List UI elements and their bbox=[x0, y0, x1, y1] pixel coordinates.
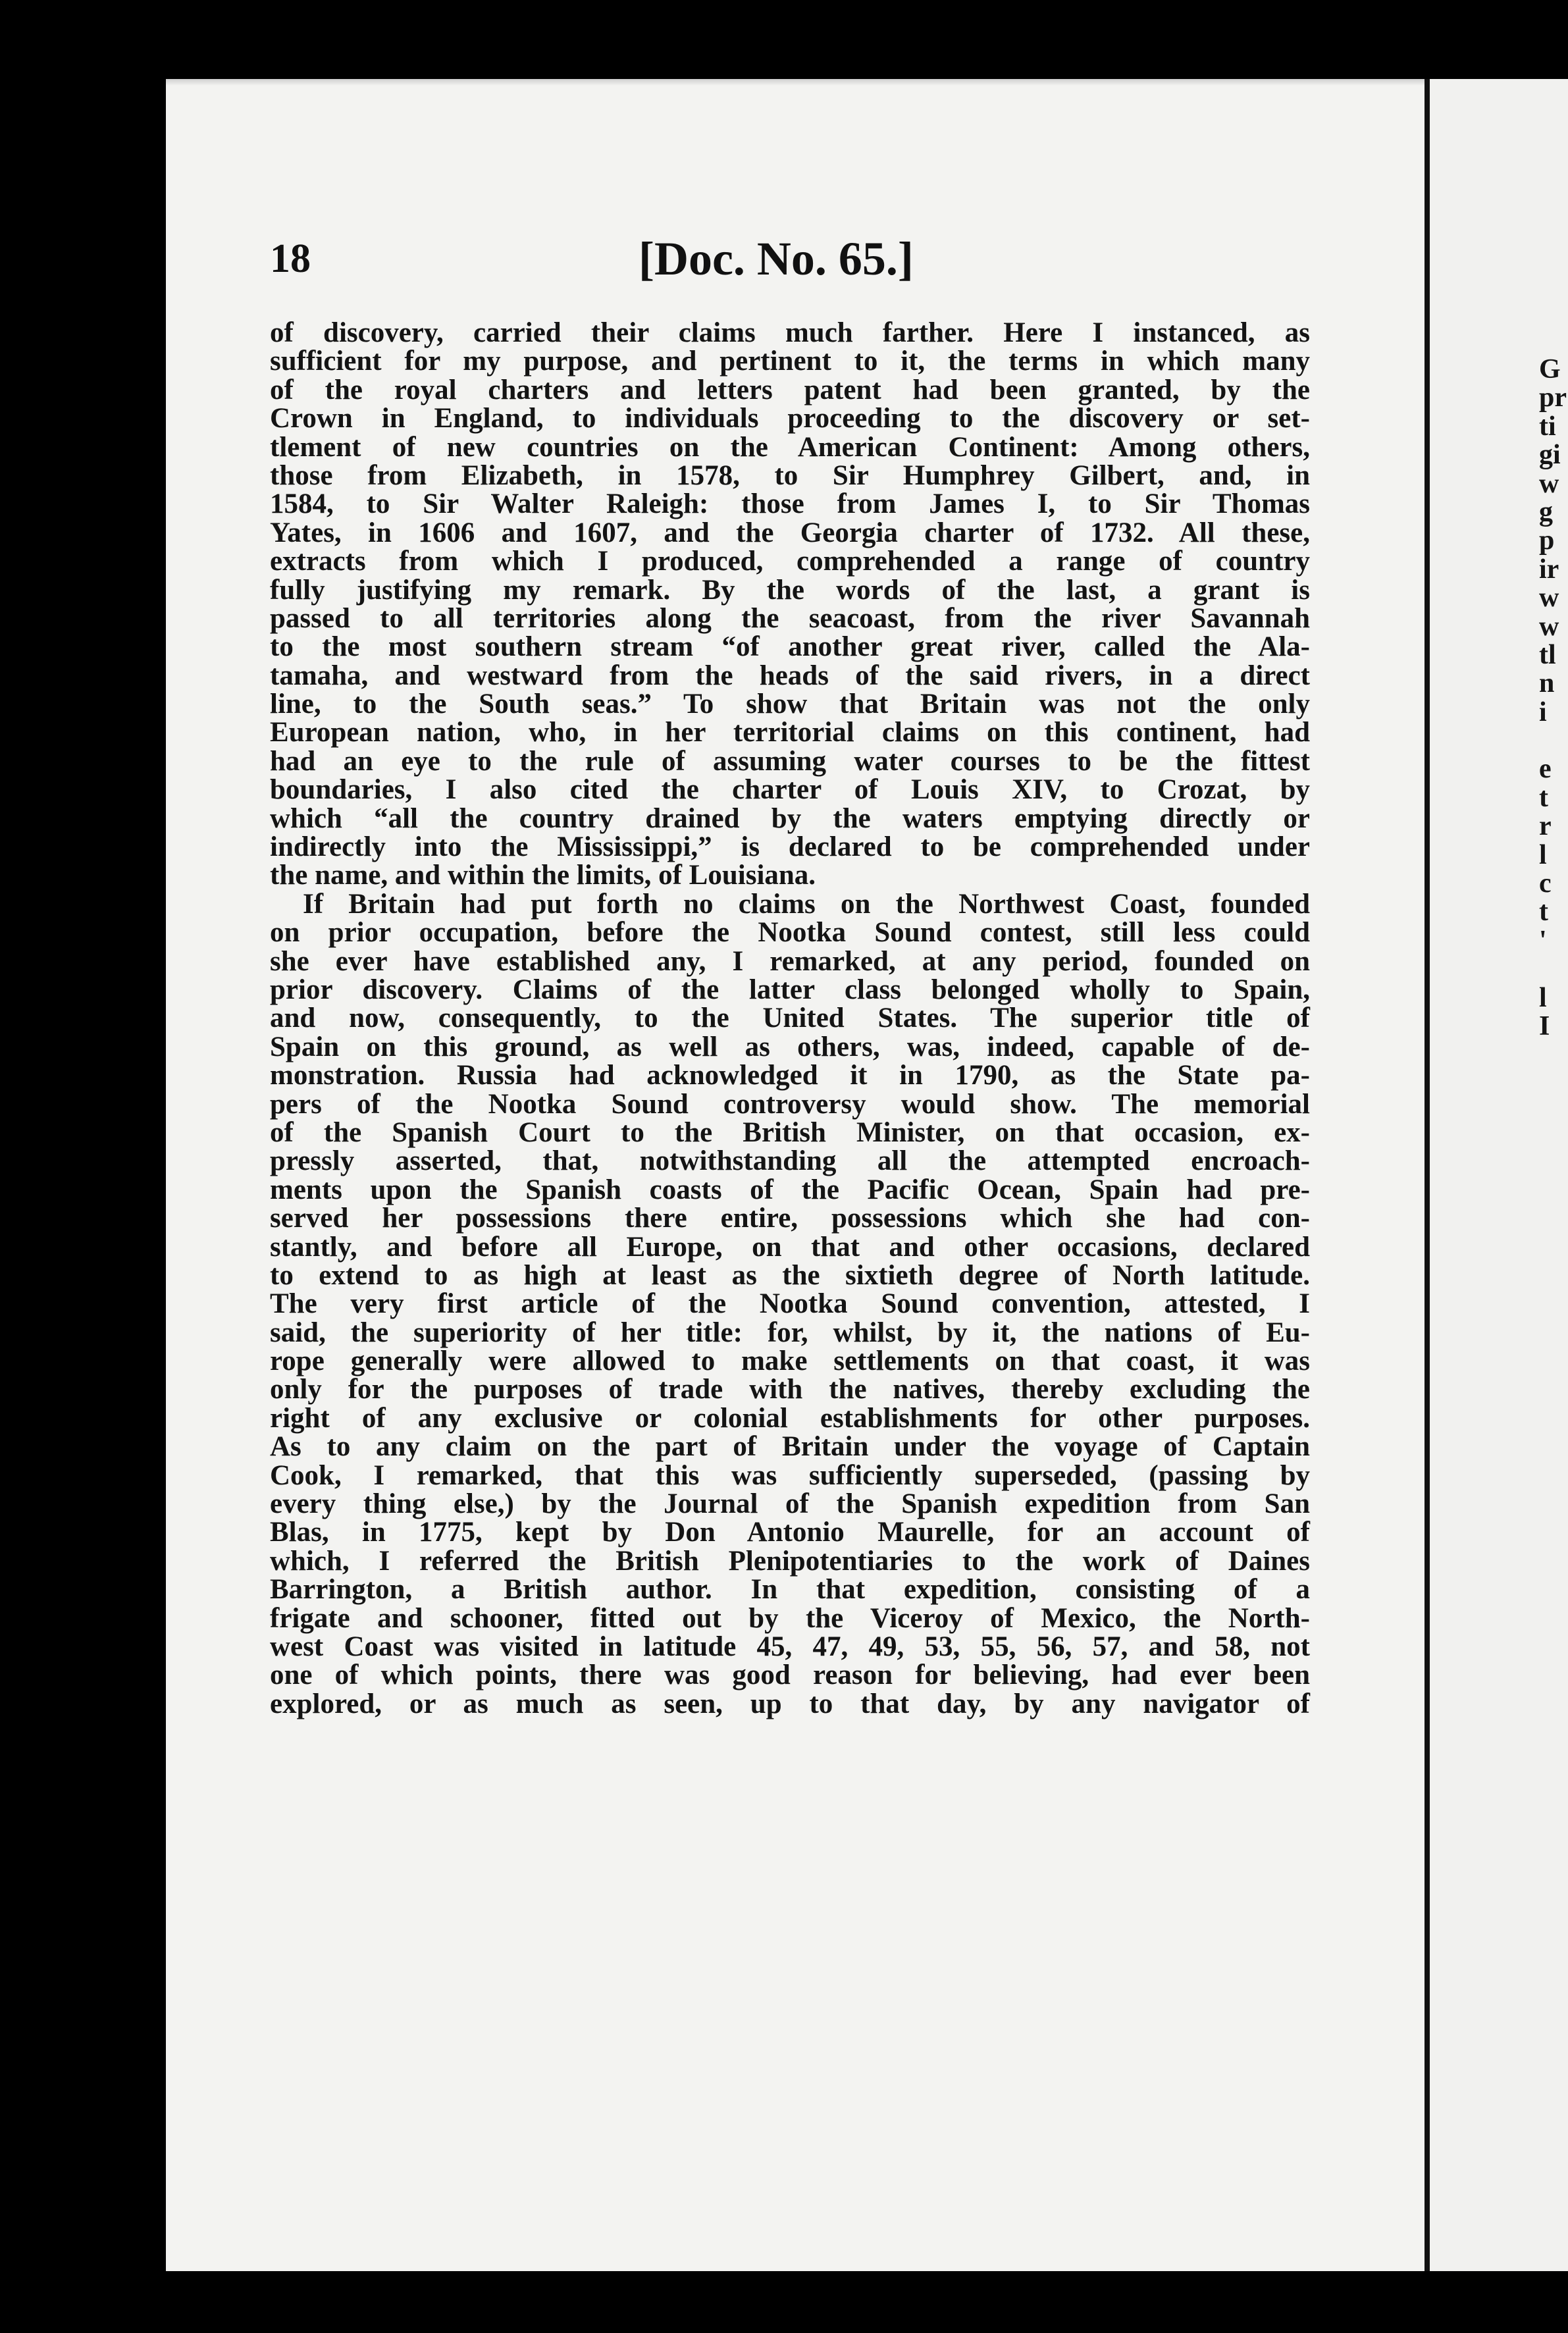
text-line: pressly asserted, that, notwithstanding all the attempted encroach- bbox=[270, 1145, 1310, 1177]
text-line: of the royal charters and letters patent had been granted, by the bbox=[270, 374, 1310, 406]
text-line: Cook, I remarked, that this was sufficiently superseded, (passing by bbox=[270, 1459, 1310, 1491]
facing-page-fragment: c bbox=[1539, 868, 1552, 899]
text-line: on prior occupation, before the Nootka Sound contest, still less could bbox=[270, 917, 1310, 949]
text-line: pers of the Nootka Sound controversy would show. The memorial bbox=[270, 1088, 1310, 1120]
text-line: boundaries, I also cited the charter of Louis XIV, to Crozat, by bbox=[270, 774, 1310, 806]
text-line: served her possessions there entire, possessions which she had con- bbox=[270, 1203, 1310, 1234]
text-line: of discovery, carried their claims much farther. Here I instanced, as bbox=[270, 317, 1310, 348]
facing-page-fragment: l bbox=[1539, 839, 1547, 870]
text-line: ments upon the Spanish coasts of the Pacific Ocean, Spain had pre- bbox=[270, 1174, 1310, 1205]
facing-page-fragment: i bbox=[1539, 696, 1547, 727]
text-line: which “all the country drained by the waters emptying directly or bbox=[270, 802, 1310, 834]
facing-page-fragment: p bbox=[1539, 525, 1555, 556]
text-line: prior discovery. Claims of the latter class belonged wholly to Spain, bbox=[270, 974, 1310, 1005]
facing-page-fragment: w bbox=[1539, 583, 1559, 614]
body-text bbox=[270, 319, 1310, 1718]
facing-page-text bbox=[1539, 355, 1568, 1041]
text-line: to extend to as high at least as the sixtieth degree of North latitude. bbox=[270, 1259, 1310, 1291]
facing-page-fragment: n bbox=[1539, 668, 1555, 699]
text-line: sufficient for my purpose, and pertinent to it, the terms in which many bbox=[270, 346, 1310, 377]
text-line: Spain on this ground, as well as others, was, indeed, capable of de- bbox=[270, 1031, 1310, 1062]
facing-page-fragment: l bbox=[1539, 982, 1547, 1013]
text-line: and now, consequently, to the United States. The superior title of bbox=[270, 1003, 1310, 1034]
facing-page-fragment: I bbox=[1539, 1010, 1550, 1041]
facing-page-fragment: w bbox=[1539, 611, 1559, 642]
text-line: line, to the South seas.” To show that Britain was not the only bbox=[270, 689, 1310, 720]
text-line: those from Elizabeth, in 1578, to Sir Humphrey Gilbert, and, in bbox=[270, 459, 1310, 491]
text-line: fully justifying my remark. By the words of the last, a grant is bbox=[270, 574, 1310, 606]
facing-page-fragment: g bbox=[1539, 496, 1553, 527]
text-line: tlement of new countries on the American Continent: Among others, bbox=[270, 431, 1310, 463]
text-line: Crown in England, to individuals proceeding to the discovery or set- bbox=[270, 403, 1310, 434]
facing-page-fragment: e bbox=[1539, 754, 1552, 785]
facing-page-fragment: t bbox=[1539, 897, 1548, 928]
text-line: had an eye to the rule of assuming water courses to be the fittest bbox=[270, 745, 1310, 777]
text-line: 1584, to Sir Walter Raleigh: those from James I, to Sir Thomas bbox=[270, 488, 1310, 520]
text-line: The very first article of the Nootka Sound convention, attested, I bbox=[270, 1288, 1310, 1320]
text-line: west Coast was visited in latitude 45, 47, 49, 53, 55, 56, 57, and 58, not bbox=[270, 1631, 1310, 1662]
text-line: explored, or as much as seen, up to that day, by any navigator of bbox=[270, 1688, 1310, 1719]
facing-page-fragment: pr bbox=[1539, 382, 1567, 413]
text-line: she ever have established any, I remarked, at any period, founded on bbox=[270, 945, 1310, 977]
facing-page-fragment bbox=[1539, 955, 1568, 983]
text-line: the name, and within the limits, of Louisiana. bbox=[270, 860, 816, 891]
text-line: frigate and schooner, fitted out by the Viceroy of Mexico, the North- bbox=[270, 1602, 1310, 1634]
facing-page-fragment: gi bbox=[1539, 440, 1561, 471]
text-line: monstration. Russia had acknowledged it in 1790, as the State pa- bbox=[270, 1060, 1310, 1091]
text-line: Blas, in 1775, kept by Don Antonio Maurelle, for an account of bbox=[270, 1517, 1310, 1548]
text-line: indirectly into the Mississippi,” is declared to be comprehended under bbox=[270, 831, 1310, 863]
scan-edge bbox=[166, 79, 1424, 86]
text-line: As to any claim on the part of Britain under the voyage of Captain bbox=[270, 1431, 1310, 1463]
text-line: one of which points, there was good reason for believing, had ever been bbox=[270, 1660, 1310, 1691]
facing-page-fragment: tl bbox=[1539, 639, 1556, 670]
page-header bbox=[270, 229, 1349, 301]
text-line: every thing else,) by the Journal of the Spanish expedition from San bbox=[270, 1488, 1310, 1520]
text-line: only for the purposes of trade with the natives, thereby excluding the bbox=[270, 1374, 1310, 1405]
facing-page-fragment: G bbox=[1539, 354, 1561, 384]
facing-page-fragment: w bbox=[1539, 468, 1559, 499]
facing-page-fragment: r bbox=[1539, 811, 1552, 842]
book-gutter bbox=[1424, 79, 1430, 2271]
text-line: of the Spanish Court to the British Minister, on that occasion, ex- bbox=[270, 1116, 1310, 1148]
text-line: Barrington, a British author. In that expedition, consisting of a bbox=[270, 1574, 1310, 1606]
facing-page-fragment bbox=[1539, 727, 1568, 755]
text-line: Yates, in 1606 and 1607, and the Georgia charter of 1732. All these, bbox=[270, 517, 1310, 548]
text-line: stantly, and before all Europe, on that and other occasions, declared bbox=[270, 1231, 1310, 1263]
facing-page-fragment: ir bbox=[1539, 554, 1559, 585]
text-line: passed to all territories along the seacoast, from the river Savannah bbox=[270, 602, 1310, 634]
facing-page-fragment: ' bbox=[1539, 925, 1547, 956]
text-line: tamaha, and westward from the heads of the said rivers, in a direct bbox=[270, 660, 1310, 691]
facing-page-fragment: ti bbox=[1539, 411, 1556, 442]
text-line: which, I referred the British Plenipotentiaries to the work of Daines bbox=[270, 1545, 1310, 1577]
text-line: If Britain had put forth no claims on the Northwest Coast, founded bbox=[303, 888, 1310, 920]
text-line: rope generally were allowed to make settlements on that coast, it was bbox=[270, 1346, 1310, 1377]
text-line: said, the superiority of her title: for, whilst, by it, the nations of Eu- bbox=[270, 1317, 1310, 1348]
text-line: extracts from which I produced, comprehended a range of country bbox=[270, 546, 1310, 577]
text-line: right of any exclusive or colonial establishments for other purposes. bbox=[270, 1402, 1310, 1434]
running-head: [Doc. No. 65.] bbox=[639, 232, 914, 285]
page-number: 18 bbox=[270, 236, 311, 281]
text-line: to the most southern stream “of another great river, called the Ala- bbox=[270, 631, 1310, 663]
facing-page-fragment: t bbox=[1539, 782, 1548, 813]
text-line: European nation, who, in her territorial claims on this continent, had bbox=[270, 717, 1310, 748]
